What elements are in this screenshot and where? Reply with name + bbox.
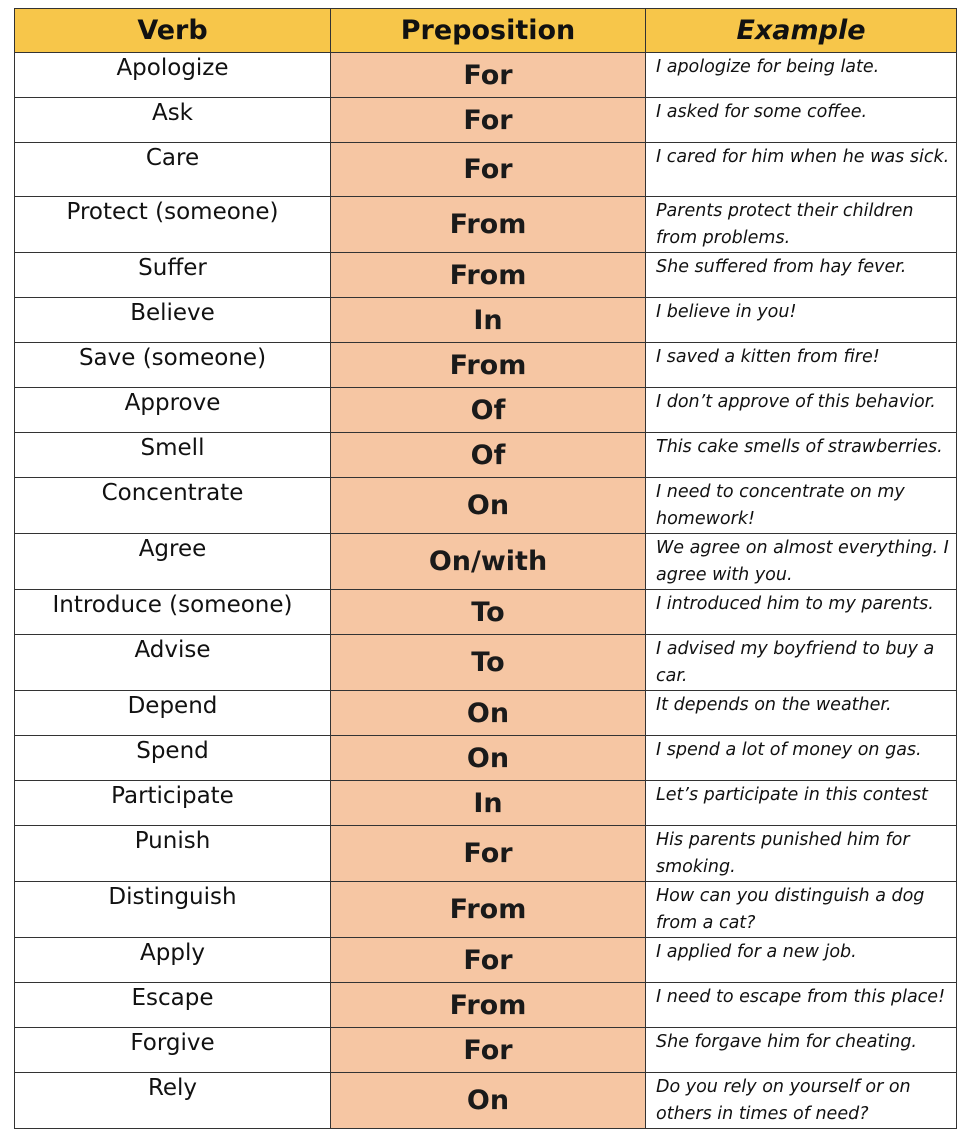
- verb-cell: Depend: [15, 691, 331, 736]
- preposition-cell: For: [331, 826, 646, 882]
- table-row: [15, 433, 957, 478]
- preposition-cell: To: [331, 635, 646, 691]
- verb-cell: Care: [15, 143, 331, 197]
- example-cell: I applied for a new job.: [646, 938, 957, 983]
- example-cell: Parents protect their children from problems.: [646, 197, 957, 253]
- preposition-cell: On: [331, 1073, 646, 1129]
- table-row: [15, 635, 957, 691]
- example-cell: I spend a lot of money on gas.: [646, 736, 957, 781]
- preposition-cell: On: [331, 478, 646, 534]
- verb-cell: Advise: [15, 635, 331, 691]
- example-cell: I saved a kitten from fire!: [646, 343, 957, 388]
- table-row: [15, 781, 957, 826]
- example-cell: Let’s participate in this contest: [646, 781, 957, 826]
- table-row: [15, 590, 957, 635]
- verb-cell: Ask: [15, 98, 331, 143]
- table-row: [15, 882, 957, 938]
- preposition-cell: For: [331, 938, 646, 983]
- table-row: [15, 343, 957, 388]
- verb-cell: Escape: [15, 983, 331, 1028]
- verb-cell: Rely: [15, 1073, 331, 1129]
- verb-cell: Suffer: [15, 253, 331, 298]
- table-row: [15, 983, 957, 1028]
- table-row: [15, 53, 957, 98]
- table-row: [15, 1073, 957, 1129]
- table-row: [15, 938, 957, 983]
- preposition-cell: For: [331, 1028, 646, 1073]
- example-cell: Do you rely on yourself or on others in times of need?: [646, 1073, 957, 1129]
- example-cell: It depends on the weather.: [646, 691, 957, 736]
- table-row: [15, 478, 957, 534]
- verb-cell: Believe: [15, 298, 331, 343]
- verb-column-header: Verb: [15, 9, 331, 53]
- preposition-cell: Of: [331, 388, 646, 433]
- verb-cell: Concentrate: [15, 478, 331, 534]
- example-cell: I don’t approve of this behavior.: [646, 388, 957, 433]
- example-cell: She forgave him for cheating.: [646, 1028, 957, 1073]
- example-cell: I believe in you!: [646, 298, 957, 343]
- verb-cell: Protect (someone): [15, 197, 331, 253]
- verb-cell: Agree: [15, 534, 331, 590]
- example-cell: I introduced him to my parents.: [646, 590, 957, 635]
- verb-cell: Forgive: [15, 1028, 331, 1073]
- table-row: [15, 253, 957, 298]
- verb-cell: Participate: [15, 781, 331, 826]
- preposition-cell: From: [331, 882, 646, 938]
- table-row: [15, 736, 957, 781]
- example-cell: I need to escape from this place!: [646, 983, 957, 1028]
- table-header-row: [15, 9, 957, 53]
- verb-cell: Introduce (someone): [15, 590, 331, 635]
- preposition-cell: On: [331, 691, 646, 736]
- example-column-header: Example: [646, 9, 957, 53]
- preposition-cell: From: [331, 983, 646, 1028]
- example-cell: She suffered from hay fever.: [646, 253, 957, 298]
- example-cell: I cared for him when he was sick.: [646, 143, 957, 197]
- preposition-cell: On: [331, 736, 646, 781]
- verb-cell: Distinguish: [15, 882, 331, 938]
- example-cell: I asked for some coffee.: [646, 98, 957, 143]
- table-row: [15, 298, 957, 343]
- example-cell: This cake smells of strawberries.: [646, 433, 957, 478]
- example-cell: We agree on almost everything. I agree with you.: [646, 534, 957, 590]
- preposition-cell: Of: [331, 433, 646, 478]
- preposition-cell: To: [331, 590, 646, 635]
- table-row: [15, 197, 957, 253]
- preposition-cell: For: [331, 143, 646, 197]
- preposition-cell: In: [331, 298, 646, 343]
- preposition-cell: From: [331, 343, 646, 388]
- verb-cell: Save (someone): [15, 343, 331, 388]
- example-cell: His parents punished him for smoking.: [646, 826, 957, 882]
- example-cell: How can you distinguish a dog from a cat?: [646, 882, 957, 938]
- table-row: [15, 388, 957, 433]
- preposition-cell: For: [331, 53, 646, 98]
- preposition-cell: From: [331, 197, 646, 253]
- verb-cell: Spend: [15, 736, 331, 781]
- example-cell: I apologize for being late.: [646, 53, 957, 98]
- preposition-column-header: Preposition: [331, 9, 646, 53]
- preposition-cell: In: [331, 781, 646, 826]
- verb-cell: Approve: [15, 388, 331, 433]
- table-row: [15, 826, 957, 882]
- verb-preposition-table: [14, 8, 957, 1129]
- verb-cell: Apply: [15, 938, 331, 983]
- preposition-cell: On/with: [331, 534, 646, 590]
- table-row: [15, 691, 957, 736]
- table-row: [15, 143, 957, 197]
- verb-cell: Punish: [15, 826, 331, 882]
- table-row: [15, 1028, 957, 1073]
- preposition-table-sheet: [14, 8, 956, 1129]
- verb-cell: Smell: [15, 433, 331, 478]
- preposition-cell: From: [331, 253, 646, 298]
- table-row: [15, 534, 957, 590]
- preposition-cell: For: [331, 98, 646, 143]
- verb-cell: Apologize: [15, 53, 331, 98]
- table-row: [15, 98, 957, 143]
- example-cell: I advised my boyfriend to buy a car.: [646, 635, 957, 691]
- example-cell: I need to concentrate on my homework!: [646, 478, 957, 534]
